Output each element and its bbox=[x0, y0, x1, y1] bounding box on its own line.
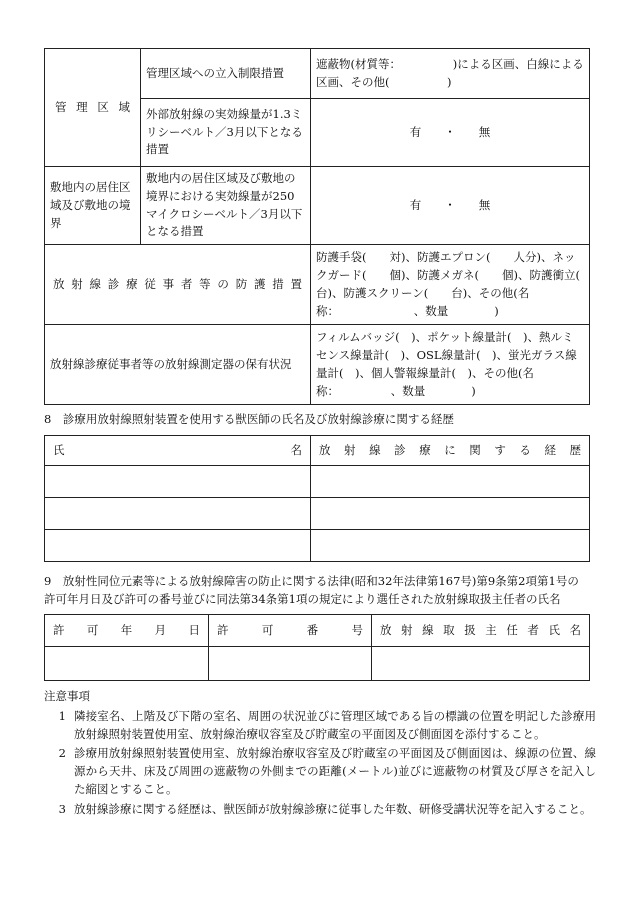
section8-cell[interactable] bbox=[311, 498, 590, 530]
section9-heading bbox=[44, 572, 594, 609]
facility-table bbox=[44, 48, 603, 405]
section9-col-manager: 放射線取扱主任者氏名 bbox=[372, 615, 590, 647]
note-item bbox=[44, 708, 596, 744]
protection-label: 放射線診療従事者等の防護措置 bbox=[45, 245, 311, 325]
entry-restriction-value: 遮蔽物(材質等： )による区画、白線による区画、その他( ) bbox=[311, 49, 590, 99]
entry-restriction-measure: 管理区域への立入制限措置 bbox=[141, 49, 311, 99]
section9-heading-line1: 9 放射性同位元素等による放射線障害の防止に関する法律(昭和32年法律第167号)第9条第2項第1号の bbox=[44, 574, 579, 588]
section9-cell[interactable] bbox=[209, 647, 372, 681]
external-dose-value: 有 ・ 無 bbox=[311, 99, 590, 167]
section9-col-number: 許可番号 bbox=[209, 615, 372, 647]
dosimeter-value: フィルムバッジ( )、ポケット線量計( )、熱ルミセンス線量計( )、OSL線量計( )、蛍光ガラス線量計( )、個人警報線量計( )、その他(名称： 、数量 ) bbox=[311, 325, 590, 405]
section9-table bbox=[44, 614, 590, 681]
external-dose-measure: 外部放射線の実効線量が1.3ミリシーベルト／3月以下となる措置 bbox=[141, 99, 311, 167]
boundary-measure: 敷地内の居住区域及び敷地の境界における実効線量が250マイクロシーベルト／3月以下となる措置 bbox=[141, 167, 311, 245]
section8-col-career: 放射線診療に関する経歴 bbox=[311, 436, 590, 466]
note-number: 1 bbox=[58, 708, 66, 723]
note-text: 放射線診療に関する経歴は、獣医師が放射線診療に従事した年数、研修受講状況等を記入すること。 bbox=[74, 801, 592, 816]
section8-table bbox=[44, 435, 590, 562]
kanri-kuiki-label: 管 理 区 域 bbox=[45, 49, 141, 167]
section8-col-name: 氏名 bbox=[45, 436, 311, 466]
section8-cell[interactable] bbox=[45, 498, 311, 530]
section8-cell[interactable] bbox=[311, 466, 590, 498]
note-text: 診療用放射線照射装置使用室、放射線治療収容室及び貯蔵室の平面図及び側面図は、線源の位置、線源から天井、床及び周囲の遮蔽物の外側までの距離(メートル)並びに遮蔽物の材質及び厚さを記入した縮図とすること。 bbox=[74, 746, 596, 797]
note-item bbox=[44, 745, 596, 798]
note-number: 3 bbox=[58, 801, 66, 816]
boundary-label: 敷地内の居住区域及び敷地の境界 bbox=[45, 167, 141, 245]
boundary-value: 有 ・ 無 bbox=[311, 167, 590, 245]
section9-heading-line2: 許可年月日及び許可の番号並びに同法第34条第1項の規定により選任された放射線取扱主任者の氏名 bbox=[44, 592, 561, 607]
section8-heading: 8 診療用放射線照射装置を使用する獣医師の氏名及び放射線診療に関する経歴 bbox=[44, 412, 454, 426]
notes-title: 注意事項 bbox=[44, 689, 90, 703]
protection-value: 防護手袋( 対)、防護エプロン( 人分)、ネックガード( 個)、防護メガネ( 個)、防護衝立( 台)、防護スクリーン( 台)、その他(名称： 、数量 ) bbox=[311, 245, 590, 325]
dosimeter-label: 放射線診療従事者等の放射線測定器の保有状況 bbox=[45, 325, 311, 405]
section9-cell[interactable] bbox=[372, 647, 590, 681]
section8-cell[interactable] bbox=[45, 530, 311, 562]
notes bbox=[44, 688, 596, 821]
section9-col-date: 許可年月日 bbox=[45, 615, 209, 647]
section9-cell[interactable] bbox=[45, 647, 209, 681]
note-text: 隣接室名、上階及び下階の室名、周囲の状況並びに管理区域である旨の標識の位置を明記した診療用放射線照射装置使用室、放射線治療収容室及び貯蔵室の平面図及び側面図を添付すること。 bbox=[74, 708, 596, 741]
section8-cell[interactable] bbox=[45, 466, 311, 498]
note-number: 2 bbox=[58, 746, 66, 761]
section8-cell[interactable] bbox=[311, 530, 590, 562]
note-item bbox=[44, 801, 596, 819]
